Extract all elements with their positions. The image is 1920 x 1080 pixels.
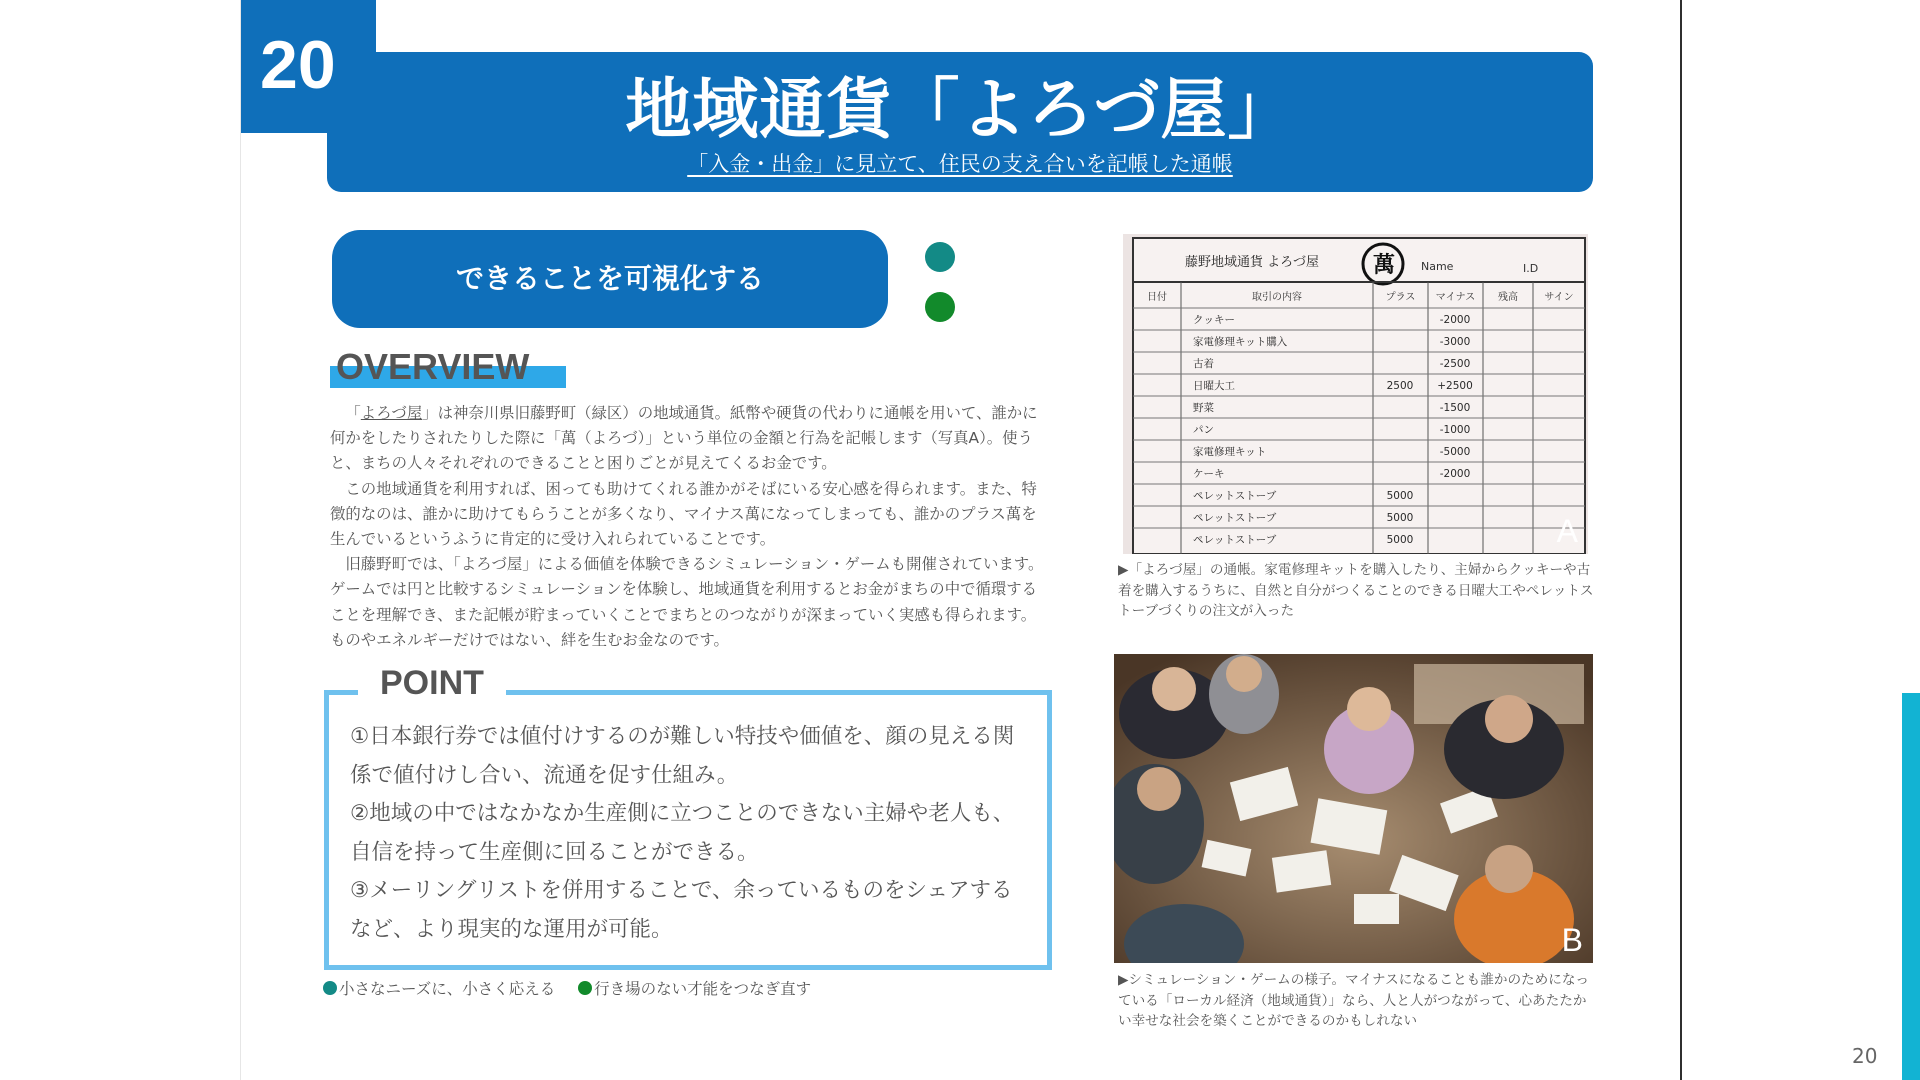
ledger-header-id: I.D (1523, 262, 1539, 275)
game-illustration (1114, 654, 1593, 963)
slide-number: 20 (1852, 1044, 1878, 1068)
ledger-column-header: プラス (1385, 292, 1416, 303)
legend (323, 977, 811, 999)
point-item: ③メーリングリストを併用することで、余っているものをシェアするなど、より現実的な運用が可能。 (350, 878, 1013, 942)
ledger-column-header: 残高 (1498, 292, 1518, 303)
overview-body (330, 401, 1050, 653)
page-title: 地域通貨「よろづ屋」 (625, 71, 1295, 148)
page-frame-right (1680, 0, 1682, 1080)
ledger-illustration (1123, 234, 1588, 554)
ledger-cell: 家電修理キット購入 (1193, 336, 1288, 348)
ledger-cell: ペレットストーブ (1193, 490, 1277, 502)
ledger-cell: 5000 (1386, 512, 1414, 524)
side-accent-bar (1902, 693, 1920, 1080)
ledger-cell: +2500 (1437, 380, 1473, 392)
ledger-cell: ケーキ (1193, 468, 1225, 480)
ledger-cell: 5000 (1386, 534, 1414, 546)
ledger-cell: -5000 (1439, 446, 1471, 458)
ledger-column-header: 取引の内容 (1252, 292, 1302, 303)
photo-a-label: A (1556, 513, 1578, 549)
point-heading: POINT (358, 664, 506, 703)
ledger-cell: 5000 (1386, 490, 1414, 502)
ledger-cell: 2500 (1386, 380, 1414, 392)
point-item: ②地域の中ではなかなか生産側に立つことのできない主婦や老人も、自信を持って生産側に回ることができる。 (350, 801, 1015, 865)
ledger-column-header: サイン (1544, 292, 1574, 303)
ledger-cell: -1500 (1439, 402, 1471, 414)
photo-b-label: B (1561, 922, 1583, 958)
ledger-seal: 萬 (1373, 252, 1396, 278)
ledger-column-header: マイナス (1435, 292, 1476, 303)
legend-item-2: 行き場のない才能をつなぎ直す (594, 980, 812, 998)
photo-b-game (1114, 654, 1593, 963)
ledger-column-header: 日付 (1147, 292, 1167, 303)
ledger-cell: ペレットストーブ (1193, 534, 1277, 546)
ledger-cell: ペレットストーブ (1193, 512, 1277, 524)
ledger-header-title: 藤野地域通貨 よろづ屋 (1185, 255, 1320, 270)
overview-paragraph-3: 旧藤野町では、「よろづ屋」による価値を体験できるシミュレーション・ゲームも開催されています。ゲームでは円と比較するシミュレーションを体験し、地域通貨を利用するとお金がまちの中で循環することを理解でき、また記帳が貯まっていくことでまちとのつながりが深まっていく実感も得られます。ものやエネルギーだけではない、絆を生むお金なのです。 (330, 555, 1044, 649)
ledger-cell: -3000 (1439, 336, 1471, 348)
ledger-cell: 日曜大工 (1193, 380, 1235, 392)
ledger-cell: -1000 (1439, 424, 1471, 436)
ledger-cell: -2000 (1439, 314, 1471, 326)
ledger-cell: クッキー (1193, 314, 1235, 326)
legend-dot-1 (323, 981, 337, 995)
ledger-cell: -2500 (1439, 358, 1471, 370)
ledger-cell: 家電修理キット (1193, 446, 1267, 458)
overview-paragraph-1: 「よろづ屋」は神奈川県旧藤野町（緑区）の地域通貨。紙幣や硬貨の代わりに通帳を用いて、誰かに何かをしたりされたりした際に「萬（よろづ）」という単位の金額と行為を記帳します（写真A）。使うと、まちの人々それぞれのできることと困りごとが見えてくるお金です。 (330, 404, 1038, 473)
ledger-header-name: Name (1421, 260, 1454, 273)
photo-a-caption: ▶「よろづ屋」の通帳。家電修理キットを購入したり、主婦からクッキーや古着を購入するうちに、自然と自分がつくることのできる日曜大工やペレットストーブづくりの注文が入った (1118, 562, 1594, 619)
point-list (350, 718, 1030, 949)
ledger-cell: パン (1193, 424, 1214, 436)
ledger-cell: 野菜 (1193, 402, 1214, 414)
page-subtitle: 「入金・出金」に見立て、住民の支え合いを記帳した通帳 (687, 152, 1233, 176)
photo-b-caption: ▶シミュレーション・ゲームの様子。マイナスになることも誰かのためになっている「ローカル経済（地域通貨）」なら、人と人がつながって、心あたたかい幸せな社会を築くことができるのかもしれない (1118, 972, 1590, 1029)
legend-item-1: 小さなニーズに、小さく応える (339, 980, 556, 998)
legend-dot-green (925, 292, 955, 322)
section-label: できることを可視化する (332, 230, 888, 328)
ledger-cell: -2000 (1439, 468, 1471, 480)
legend-dot-teal (925, 242, 955, 272)
page-frame-left (240, 0, 241, 1080)
number-badge-text: 20 (260, 27, 336, 103)
point-item: ①日本銀行券では値付けするのが難しい特技や価値を、顔の見える関係で値付けし合い、流通を促す仕組み。 (350, 724, 1015, 788)
photo-a-ledger (1123, 234, 1588, 554)
yorozuya-underlined: よろづ屋 (360, 404, 423, 422)
overview-heading: OVERVIEW (336, 346, 530, 387)
overview-paragraph-2: この地域通貨を利用すれば、困っても助けてくれる誰かがそばにいる安心感を得られます。また、特徴的なのは、誰かに助けてもらうことが多くなり、マイナス萬になってしまっても、誰かのプラス萬を生んでいるというふうに肯定的に受け入れられていることです。 (330, 479, 1037, 549)
legend-dot-2 (578, 981, 592, 995)
ledger-cell: 古着 (1193, 358, 1214, 370)
